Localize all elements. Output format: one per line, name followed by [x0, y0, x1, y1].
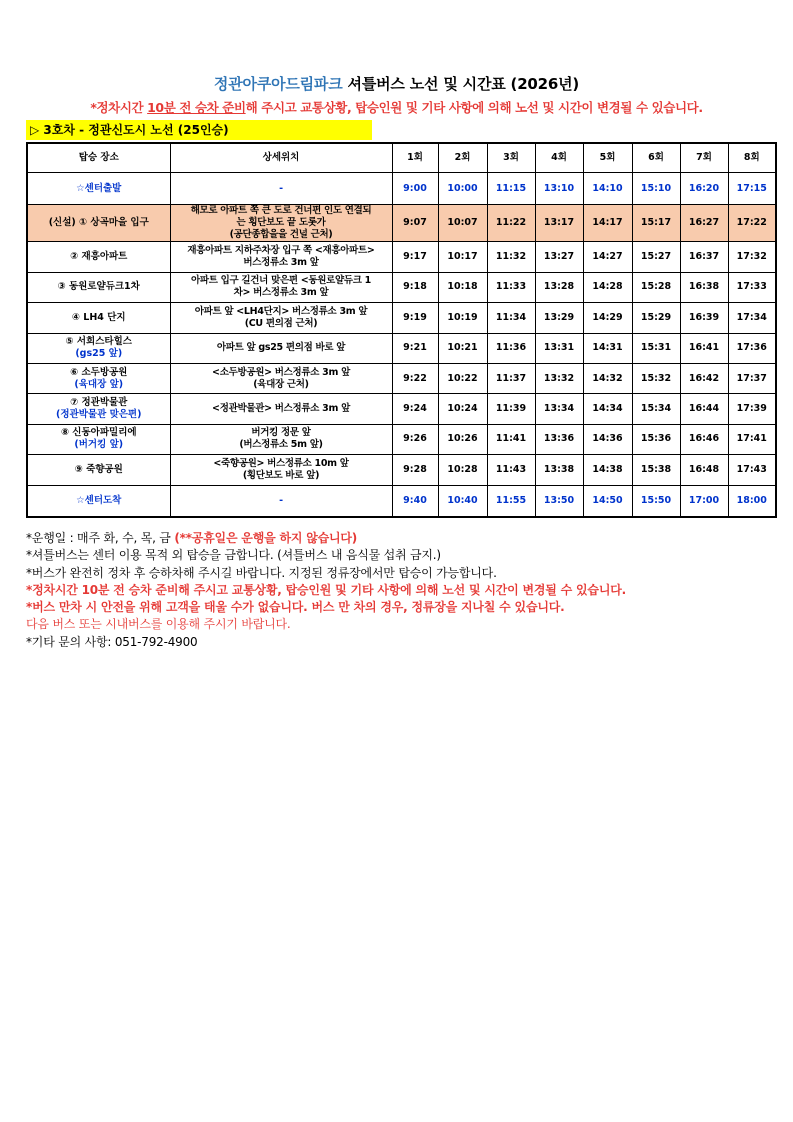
- column-header: 8회: [728, 143, 776, 173]
- departure-time: 10:26: [438, 424, 487, 454]
- stop-detail-cell: [170, 204, 392, 242]
- stop-detail-line: (육대장 근처): [253, 378, 309, 390]
- departure-time: 17:15: [728, 173, 776, 204]
- departure-time: 14:27: [583, 242, 632, 272]
- departure-time: 14:31: [583, 333, 632, 363]
- note-timing: *정차시간 10분 전 승차 준비해 주시고 교통상황, 탑승인원 및 기타 사항에 의해 노선 및 시간이 변경될 수 있습니다.: [26, 582, 626, 597]
- stop-detail-line: -: [279, 182, 283, 194]
- stop-landmark: (버거킹 앞): [74, 439, 124, 451]
- stop-name-cell: [27, 303, 170, 333]
- departure-time: 15:50: [632, 485, 680, 517]
- column-header: 5회: [583, 143, 632, 173]
- departure-time: 13:32: [535, 363, 583, 393]
- departure-time: 15:38: [632, 455, 680, 485]
- stop-name: ⑦ 정관박물관: [70, 397, 128, 409]
- departure-time: 17:41: [728, 424, 776, 454]
- departure-time: 10:00: [438, 173, 487, 204]
- departure-time: 9:18: [392, 272, 438, 302]
- note-contact: *기타 문의 사항: 051-792-4900: [26, 634, 198, 649]
- departure-time: 11:32: [487, 242, 535, 272]
- notes: [26, 530, 766, 651]
- stop-name: ⑧ 신동아파밀리에: [60, 427, 137, 439]
- departure-time: 13:36: [535, 424, 583, 454]
- departure-time: 11:33: [487, 272, 535, 302]
- stop-detail-line: 해모로 아파트 쪽 큰 도로 건너편 인도 연결되: [190, 205, 372, 217]
- stop-detail-line: 재흥아파트 지하주차장 입구 쪽 <재흥아파트>: [187, 245, 375, 256]
- departure-time: 16:48: [680, 455, 728, 485]
- stop-landmark: (gs25 앞): [75, 348, 123, 360]
- departure-time: 16:20: [680, 173, 728, 204]
- note-next-bus: 다음 버스 또는 시내버스를 이용해 주시기 바랍니다.: [26, 617, 291, 632]
- departure-time: 13:50: [535, 485, 583, 517]
- stop-detail-cell: [170, 173, 392, 204]
- stop-landmark: (정관박물관 맞은편): [56, 409, 142, 421]
- column-header: 1회: [392, 143, 438, 173]
- stop-detail-cell: [170, 394, 392, 424]
- stop-detail-cell: [170, 363, 392, 393]
- column-header: 6회: [632, 143, 680, 173]
- stop-detail-line: (버스정류소 5m 앞): [239, 439, 323, 451]
- departure-time: 16:41: [680, 333, 728, 363]
- departure-time: 10:17: [438, 242, 487, 272]
- table-row: [27, 424, 776, 454]
- stop-name-cell: [27, 485, 170, 517]
- stop-detail-line: 차> 버스정류소 3m 앞: [233, 287, 329, 299]
- departure-time: 13:10: [535, 173, 583, 204]
- stop-detail-line: (CU 편의점 근처): [244, 317, 318, 329]
- departure-time: 15:36: [632, 424, 680, 454]
- departure-time: 9:24: [392, 394, 438, 424]
- departure-time: 17:37: [728, 363, 776, 393]
- departure-time: 14:50: [583, 485, 632, 517]
- column-header: 4회: [535, 143, 583, 173]
- column-header: 탑승 장소: [27, 143, 170, 173]
- departure-time: 11:37: [487, 363, 535, 393]
- column-header: 7회: [680, 143, 728, 173]
- departure-time: 10:22: [438, 363, 487, 393]
- departure-time: 9:17: [392, 242, 438, 272]
- departure-time: 10:18: [438, 272, 487, 302]
- stop-name: ☆센터출발: [76, 182, 122, 194]
- note-purpose: *셔틀버스는 센터 이용 목적 외 탑승을 금합니다. (셔틀버스 내 음식물 섭취 금지.): [26, 548, 441, 563]
- notice-pre: *정차시간: [90, 100, 148, 115]
- stop-detail-line: (횡단보도 바로 앞): [242, 469, 320, 481]
- departure-time: 15:10: [632, 173, 680, 204]
- title-brand: 정관아쿠아드림파크: [213, 75, 343, 93]
- stop-detail-cell: [170, 242, 392, 272]
- stop-name: ④ LH4 단지: [71, 311, 126, 323]
- departure-time: 14:17: [583, 204, 632, 242]
- note-holiday: (**공휴일은 운행을 하지 않습니다): [174, 531, 358, 545]
- column-header: 3회: [487, 143, 535, 173]
- departure-time: 9:22: [392, 363, 438, 393]
- stop-detail-line: <소두방공원> 버스정류소 3m 앞: [212, 366, 350, 378]
- departure-time: 13:31: [535, 333, 583, 363]
- stop-detail-line: -: [279, 494, 283, 506]
- departure-time: 15:27: [632, 242, 680, 272]
- stop-name: ⑤ 서희스타힐스: [65, 336, 132, 348]
- page-title: [0, 73, 793, 94]
- note-full-bus: *버스 만차 시 안전을 위해 고객을 태울 수가 없습니다. 버스 만 차의 경우, 정류장을 지나칠 수 있습니다.: [26, 600, 565, 615]
- stop-name: (신설) ① 상곡마을 입구: [48, 217, 149, 229]
- table-row: [27, 242, 776, 272]
- table-row: [27, 485, 776, 517]
- departure-time: 9:26: [392, 424, 438, 454]
- stop-name-cell: [27, 272, 170, 302]
- departure-time: 16:39: [680, 303, 728, 333]
- table-row: [27, 394, 776, 424]
- departure-time: 16:46: [680, 424, 728, 454]
- departure-time: 9:00: [392, 173, 438, 204]
- departure-time: 10:40: [438, 485, 487, 517]
- note-days-text: *운행일 : 매주 화, 수, 목, 금: [26, 531, 175, 545]
- departure-time: 10:19: [438, 303, 487, 333]
- table-row: [27, 204, 776, 242]
- stop-name: ⑨ 죽향공원: [74, 463, 123, 475]
- stop-detail-line: 아파트 앞 <LH4단지> 버스정류소 3m 앞: [194, 305, 368, 317]
- departure-time: 10:24: [438, 394, 487, 424]
- departure-time: 13:38: [535, 455, 583, 485]
- stop-detail-cell: [170, 333, 392, 363]
- departure-time: 18:00: [728, 485, 776, 517]
- departure-time: 10:21: [438, 333, 487, 363]
- stop-detail-line: (공단종합을을 건널 근처): [229, 229, 333, 241]
- departure-time: 11:43: [487, 455, 535, 485]
- stop-name: ⑥ 소두방공원: [70, 366, 128, 378]
- header-row: [27, 143, 776, 173]
- notice-post: 해 주시고 교통상황, 탑승인원 및 기타 사항에 의해 노선 및 시간이 변경될 수 있습니다.: [245, 100, 703, 115]
- route-label: ▷ 3호차 - 정관신도시 노선 (25인승): [26, 120, 372, 140]
- departure-time: 17:22: [728, 204, 776, 242]
- stop-name-cell: [27, 394, 170, 424]
- departure-time: 16:27: [680, 204, 728, 242]
- departure-time: 9:28: [392, 455, 438, 485]
- table-row: [27, 363, 776, 393]
- departure-time: 16:38: [680, 272, 728, 302]
- departure-time: 17:39: [728, 394, 776, 424]
- stop-name: ☆센터도착: [76, 494, 122, 506]
- departure-time: 10:28: [438, 455, 487, 485]
- departure-time: 16:44: [680, 394, 728, 424]
- departure-time: 11:55: [487, 485, 535, 517]
- stop-detail-cell: [170, 485, 392, 517]
- departure-time: 17:34: [728, 303, 776, 333]
- stop-name: ② 재흥아파트: [70, 251, 128, 262]
- departure-time: 17:36: [728, 333, 776, 363]
- departure-time: 9:21: [392, 333, 438, 363]
- departure-time: 11:34: [487, 303, 535, 333]
- departure-time: 14:28: [583, 272, 632, 302]
- departure-time: 15:34: [632, 394, 680, 424]
- departure-time: 15:17: [632, 204, 680, 242]
- departure-time: 14:34: [583, 394, 632, 424]
- stop-name-cell: [27, 173, 170, 204]
- title-rest: 셔틀버스 노선 및 시간표 (2026년): [342, 75, 580, 93]
- stop-detail-cell: [170, 272, 392, 302]
- column-header: 상세위치: [170, 143, 392, 173]
- stop-detail-line: <정관박물관> 버스정류소 3m 앞: [212, 403, 350, 415]
- stop-name-cell: [27, 363, 170, 393]
- stop-name-cell: [27, 455, 170, 485]
- departure-time: 14:32: [583, 363, 632, 393]
- departure-time: 13:27: [535, 242, 583, 272]
- stop-name-cell: [27, 204, 170, 242]
- stop-detail-line: 아파트 입구 길건너 맞은편 <동원로얄듀크 1: [191, 275, 371, 287]
- departure-time: 9:40: [392, 485, 438, 517]
- departure-time: 15:29: [632, 303, 680, 333]
- departure-time: 14:36: [583, 424, 632, 454]
- departure-time: 15:31: [632, 333, 680, 363]
- stop-name-cell: [27, 242, 170, 272]
- departure-time: 11:36: [487, 333, 535, 363]
- stop-detail-line: <죽향공원> 버스정류소 10m 앞: [213, 457, 349, 469]
- departure-time: 10:07: [438, 204, 487, 242]
- departure-time: 17:00: [680, 485, 728, 517]
- stop-detail-line: 버거킹 정문 앞: [251, 427, 311, 439]
- top-notice: [0, 98, 793, 116]
- departure-time: 17:33: [728, 272, 776, 302]
- departure-time: 11:39: [487, 394, 535, 424]
- stop-name-cell: [27, 333, 170, 363]
- stop-detail-line: 는 횡단보도 끝 도롯가: [236, 217, 326, 229]
- departure-time: 17:43: [728, 455, 776, 485]
- stop-detail-cell: [170, 424, 392, 454]
- stop-detail-line: 아파트 앞 gs25 편의점 바로 앞: [216, 342, 346, 354]
- departure-time: 11:41: [487, 424, 535, 454]
- stop-detail-line: 버스정류소 3m 앞: [243, 257, 319, 268]
- table-row: [27, 455, 776, 485]
- departure-time: 16:42: [680, 363, 728, 393]
- stop-name: ③ 동원로얄듀크1차: [57, 281, 140, 293]
- note-operating-days: [26, 530, 766, 547]
- departure-time: 13:29: [535, 303, 583, 333]
- departure-time: 11:22: [487, 204, 535, 242]
- departure-time: 14:29: [583, 303, 632, 333]
- timetable: [26, 142, 777, 518]
- stop-landmark: (육대장 앞): [74, 378, 124, 390]
- table-row: [27, 303, 776, 333]
- departure-time: 15:32: [632, 363, 680, 393]
- table-row: [27, 173, 776, 204]
- table-row: [27, 272, 776, 302]
- departure-time: 13:34: [535, 394, 583, 424]
- column-header: 2회: [438, 143, 487, 173]
- departure-time: 13:17: [535, 204, 583, 242]
- departure-time: 14:38: [583, 455, 632, 485]
- departure-time: 9:07: [392, 204, 438, 242]
- departure-time: 17:32: [728, 242, 776, 272]
- departure-time: 9:19: [392, 303, 438, 333]
- stop-detail-cell: [170, 303, 392, 333]
- departure-time: 14:10: [583, 173, 632, 204]
- departure-time: 13:28: [535, 272, 583, 302]
- stop-name-cell: [27, 424, 170, 454]
- departure-time: 16:37: [680, 242, 728, 272]
- table-row: [27, 333, 776, 363]
- departure-time: 11:15: [487, 173, 535, 204]
- notice-underline: 10분 전 승차 준비: [147, 100, 246, 115]
- note-boarding: *버스가 완전히 정차 후 승하차해 주시길 바랍니다. 지정된 정류장에서만 탑승이 가능합니다.: [26, 565, 497, 580]
- stop-detail-cell: [170, 455, 392, 485]
- departure-time: 15:28: [632, 272, 680, 302]
